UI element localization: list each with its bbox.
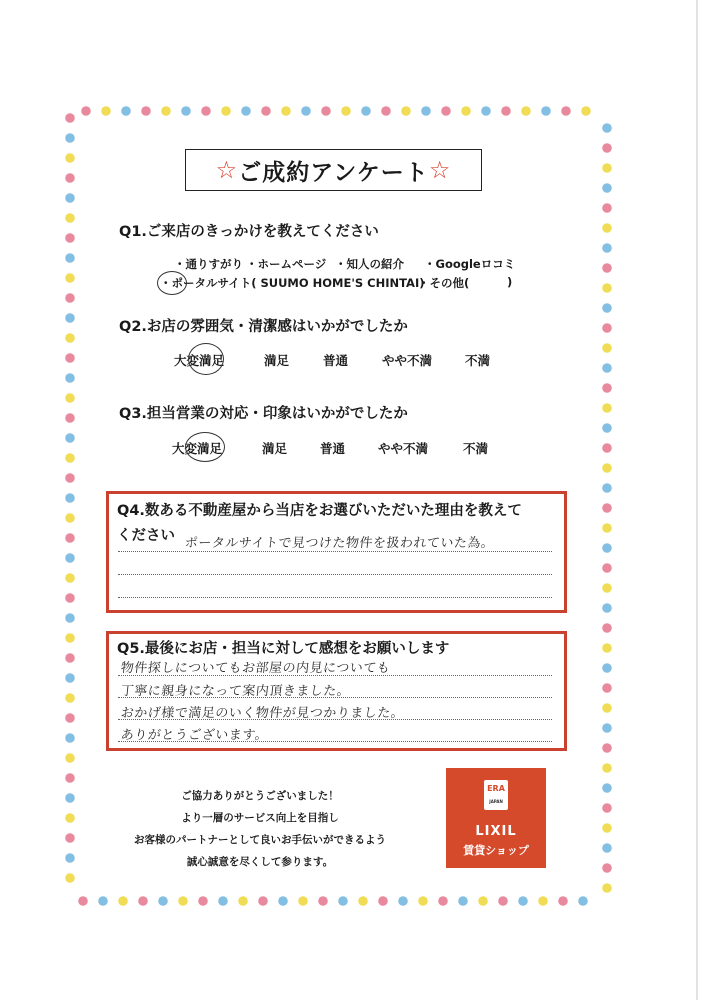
border-dot bbox=[558, 896, 568, 906]
border-dot bbox=[602, 363, 612, 373]
answer-line bbox=[118, 597, 552, 598]
answer-line bbox=[118, 574, 552, 575]
border-dot bbox=[602, 143, 612, 153]
border-dot bbox=[181, 106, 191, 116]
era-badge-icon bbox=[484, 780, 508, 810]
border-dot bbox=[602, 463, 612, 473]
border-dot bbox=[65, 133, 75, 143]
border-dot bbox=[161, 106, 171, 116]
border-dot bbox=[321, 106, 331, 116]
border-dot bbox=[498, 896, 508, 906]
answer-line bbox=[118, 697, 552, 698]
border-dot bbox=[121, 106, 131, 116]
q1-option-referral[interactable]: ・知人の紹介 bbox=[335, 257, 404, 271]
border-dot bbox=[65, 693, 75, 703]
border-dot bbox=[78, 896, 88, 906]
border-dot bbox=[401, 106, 411, 116]
border-dot bbox=[521, 106, 531, 116]
closing-line: より一層のサービス向上を目指し bbox=[181, 812, 339, 824]
border-dot bbox=[65, 253, 75, 263]
border-dot bbox=[65, 113, 75, 123]
q5-answer-line-3[interactable]: おかげ様で満足のいく物件が見つかりました。 bbox=[120, 706, 406, 721]
q2-rating-very-satisfied[interactable]: 大変満足 bbox=[174, 353, 225, 368]
border-dot bbox=[602, 443, 612, 453]
border-dot bbox=[602, 303, 612, 313]
q3-rating-very-satisfied[interactable]: 大変満足 bbox=[172, 441, 223, 456]
border-dot bbox=[238, 896, 248, 906]
border-dot bbox=[602, 323, 612, 333]
border-dot bbox=[602, 343, 612, 353]
border-dot bbox=[602, 523, 612, 533]
q2-rating-neutral[interactable]: 普通 bbox=[323, 353, 349, 368]
selected-mark bbox=[185, 432, 225, 462]
border-dot bbox=[501, 106, 511, 116]
q3-rating-somewhat-dissatisfied[interactable]: やや不満 bbox=[378, 441, 429, 456]
border-dot bbox=[602, 603, 612, 613]
border-dot bbox=[261, 106, 271, 116]
border-dot bbox=[338, 896, 348, 906]
border-dot bbox=[118, 896, 128, 906]
border-dot bbox=[602, 823, 612, 833]
border-dot bbox=[318, 896, 328, 906]
q3-rating-satisfied[interactable]: 満足 bbox=[262, 441, 288, 456]
border-dot bbox=[398, 896, 408, 906]
answer-line bbox=[118, 675, 552, 676]
border-dot bbox=[602, 783, 612, 793]
answer-line bbox=[118, 741, 552, 742]
q1-option-google[interactable]: ・Googleロコミ bbox=[424, 257, 516, 271]
border-dot bbox=[98, 896, 108, 906]
border-dot bbox=[65, 393, 75, 403]
border-dot bbox=[602, 243, 612, 253]
border-dot bbox=[602, 403, 612, 413]
border-dot bbox=[421, 106, 431, 116]
closing-line: ご協力ありがとうございました！ bbox=[181, 790, 339, 802]
closing-message bbox=[110, 785, 410, 873]
border-dot bbox=[602, 163, 612, 173]
q1-option-other-close: ) bbox=[507, 275, 513, 289]
border-dot bbox=[301, 106, 311, 116]
border-dot bbox=[65, 793, 75, 803]
border-dot bbox=[65, 493, 75, 503]
border-dot bbox=[65, 553, 75, 563]
border-dot bbox=[65, 573, 75, 583]
border-dot bbox=[602, 483, 612, 493]
border-dot bbox=[65, 773, 75, 783]
border-dot bbox=[602, 183, 612, 193]
border-dot bbox=[378, 896, 388, 906]
border-dot bbox=[241, 106, 251, 116]
border-dot bbox=[438, 896, 448, 906]
q3-rating-dissatisfied[interactable]: 不満 bbox=[463, 441, 489, 456]
logo-sub: 賃貸ショップ bbox=[463, 844, 529, 857]
border-dot bbox=[65, 433, 75, 443]
border-dot bbox=[602, 643, 612, 653]
border-dot bbox=[602, 543, 612, 553]
border-dot bbox=[65, 233, 75, 243]
era-badge-sub: JAPAN bbox=[489, 799, 503, 804]
border-dot bbox=[65, 273, 75, 283]
border-dot bbox=[341, 106, 351, 116]
border-dot bbox=[602, 583, 612, 593]
answer-line bbox=[118, 551, 552, 552]
star-icon: ☆ bbox=[215, 156, 239, 184]
border-dot bbox=[65, 753, 75, 763]
border-dot bbox=[481, 106, 491, 116]
q4-answer[interactable]: ポータルサイトで見つけた物件を扱われていた為。 bbox=[184, 536, 496, 551]
survey-title bbox=[185, 149, 482, 191]
border-dot bbox=[141, 106, 151, 116]
border-dot bbox=[418, 896, 428, 906]
q5-answer-line-1[interactable]: 物件探しについてもお部屋の内見についても bbox=[120, 661, 392, 676]
q2-rating-dissatisfied[interactable]: 不満 bbox=[465, 353, 491, 368]
border-dot bbox=[65, 873, 75, 883]
border-dot bbox=[602, 623, 612, 633]
border-dot bbox=[478, 896, 488, 906]
border-dot bbox=[602, 723, 612, 733]
q4-question: Q4.数ある不動産屋から当店をお選びいただいた理由を教えて bbox=[117, 503, 522, 519]
border-dot bbox=[602, 423, 612, 433]
border-dot bbox=[361, 106, 371, 116]
q5-answer-line-2[interactable]: 丁寧に親身になって案内頂きました。 bbox=[120, 684, 352, 699]
border-dot bbox=[602, 663, 612, 673]
border-dot bbox=[602, 563, 612, 573]
border-dot bbox=[65, 713, 75, 723]
q1-option-homepage[interactable]: ・ホームページ bbox=[246, 257, 327, 271]
border-dot bbox=[218, 896, 228, 906]
border-dot bbox=[538, 896, 548, 906]
border-dot bbox=[65, 173, 75, 183]
q4-question-line2: ください bbox=[117, 528, 175, 544]
border-dot bbox=[441, 106, 451, 116]
border-dot bbox=[602, 743, 612, 753]
scan-edge bbox=[696, 0, 698, 1000]
selected-mark bbox=[157, 271, 187, 295]
border-dot bbox=[258, 896, 268, 906]
closing-line: お客様のパートナーとして良いお手伝いができるよう bbox=[134, 834, 386, 846]
lixil-logo bbox=[446, 768, 546, 868]
border-dot bbox=[518, 896, 528, 906]
border-dot bbox=[602, 883, 612, 893]
q2-rating-somewhat-dissatisfied[interactable]: やや不満 bbox=[382, 353, 433, 368]
border-dot bbox=[602, 223, 612, 233]
border-dot bbox=[602, 383, 612, 393]
border-dot bbox=[65, 213, 75, 223]
q1-option-other[interactable]: ・その他( bbox=[418, 276, 470, 290]
q1-option-portal[interactable]: ・ポータルサイト( SUUMO HOME'S CHINTAI) bbox=[160, 276, 425, 290]
border-dot bbox=[65, 193, 75, 203]
border-dot bbox=[65, 633, 75, 643]
border-dot bbox=[602, 763, 612, 773]
border-dot bbox=[602, 863, 612, 873]
border-dot bbox=[65, 853, 75, 863]
q1-question: Q1.ご来店のきっかけを教えてください bbox=[119, 224, 379, 240]
border-dot bbox=[461, 106, 471, 116]
border-dot bbox=[65, 613, 75, 623]
border-dot bbox=[541, 106, 551, 116]
border-dot bbox=[602, 703, 612, 713]
border-dot bbox=[578, 896, 588, 906]
era-badge-text: ERA bbox=[487, 784, 505, 793]
border-dot bbox=[178, 896, 188, 906]
border-dot bbox=[278, 896, 288, 906]
border-dot bbox=[281, 106, 291, 116]
border-dot bbox=[458, 896, 468, 906]
border-dot bbox=[602, 843, 612, 853]
border-dot bbox=[221, 106, 231, 116]
border-dot bbox=[65, 833, 75, 843]
border-dot bbox=[65, 373, 75, 383]
border-dot bbox=[65, 813, 75, 823]
border-dot bbox=[198, 896, 208, 906]
border-dot bbox=[602, 803, 612, 813]
survey-title-text: ご成約アンケート bbox=[238, 159, 429, 186]
logo-brand: LIXIL bbox=[475, 824, 517, 839]
border-dot bbox=[65, 293, 75, 303]
border-dot bbox=[381, 106, 391, 116]
q5-answer-line-4[interactable]: ありがとうございます。 bbox=[120, 728, 270, 743]
answer-line bbox=[118, 719, 552, 720]
q1-option-walk-by[interactable]: ・通りすがり bbox=[174, 257, 243, 271]
border-dot bbox=[358, 896, 368, 906]
q2-rating-satisfied[interactable]: 満足 bbox=[264, 353, 290, 368]
border-dot bbox=[65, 533, 75, 543]
border-dot bbox=[65, 413, 75, 423]
border-dot bbox=[602, 123, 612, 133]
border-dot bbox=[81, 106, 91, 116]
border-dot bbox=[65, 473, 75, 483]
border-dot bbox=[65, 313, 75, 323]
q3-question: Q3.担当営業の対応・印象はいかがでしたか bbox=[119, 406, 408, 422]
border-dot bbox=[65, 733, 75, 743]
border-dot bbox=[602, 503, 612, 513]
border-dot bbox=[65, 593, 75, 603]
q5-question: Q5.最後にお店・担当に対して感想をお願いします bbox=[117, 641, 450, 657]
selected-mark bbox=[188, 343, 224, 375]
border-dot bbox=[602, 283, 612, 293]
border-dot bbox=[65, 453, 75, 463]
border-dot bbox=[201, 106, 211, 116]
closing-line: 誠心誠意を尽くして参ります。 bbox=[186, 856, 334, 868]
border-dot bbox=[158, 896, 168, 906]
border-dot bbox=[65, 653, 75, 663]
border-dot bbox=[101, 106, 111, 116]
q3-rating-neutral[interactable]: 普通 bbox=[320, 441, 346, 456]
border-dot bbox=[602, 683, 612, 693]
star-icon: ☆ bbox=[428, 156, 452, 184]
border-dot bbox=[298, 896, 308, 906]
border-dot bbox=[65, 673, 75, 683]
q2-question: Q2.お店の雰囲気・清潔感はいかがでしたか bbox=[119, 319, 408, 335]
border-dot bbox=[65, 353, 75, 363]
border-dot bbox=[138, 896, 148, 906]
border-dot bbox=[581, 106, 591, 116]
border-dot bbox=[65, 513, 75, 523]
border-dot bbox=[65, 153, 75, 163]
border-dot bbox=[602, 203, 612, 213]
border-dot bbox=[65, 333, 75, 343]
border-dot bbox=[561, 106, 571, 116]
border-dot bbox=[602, 263, 612, 273]
